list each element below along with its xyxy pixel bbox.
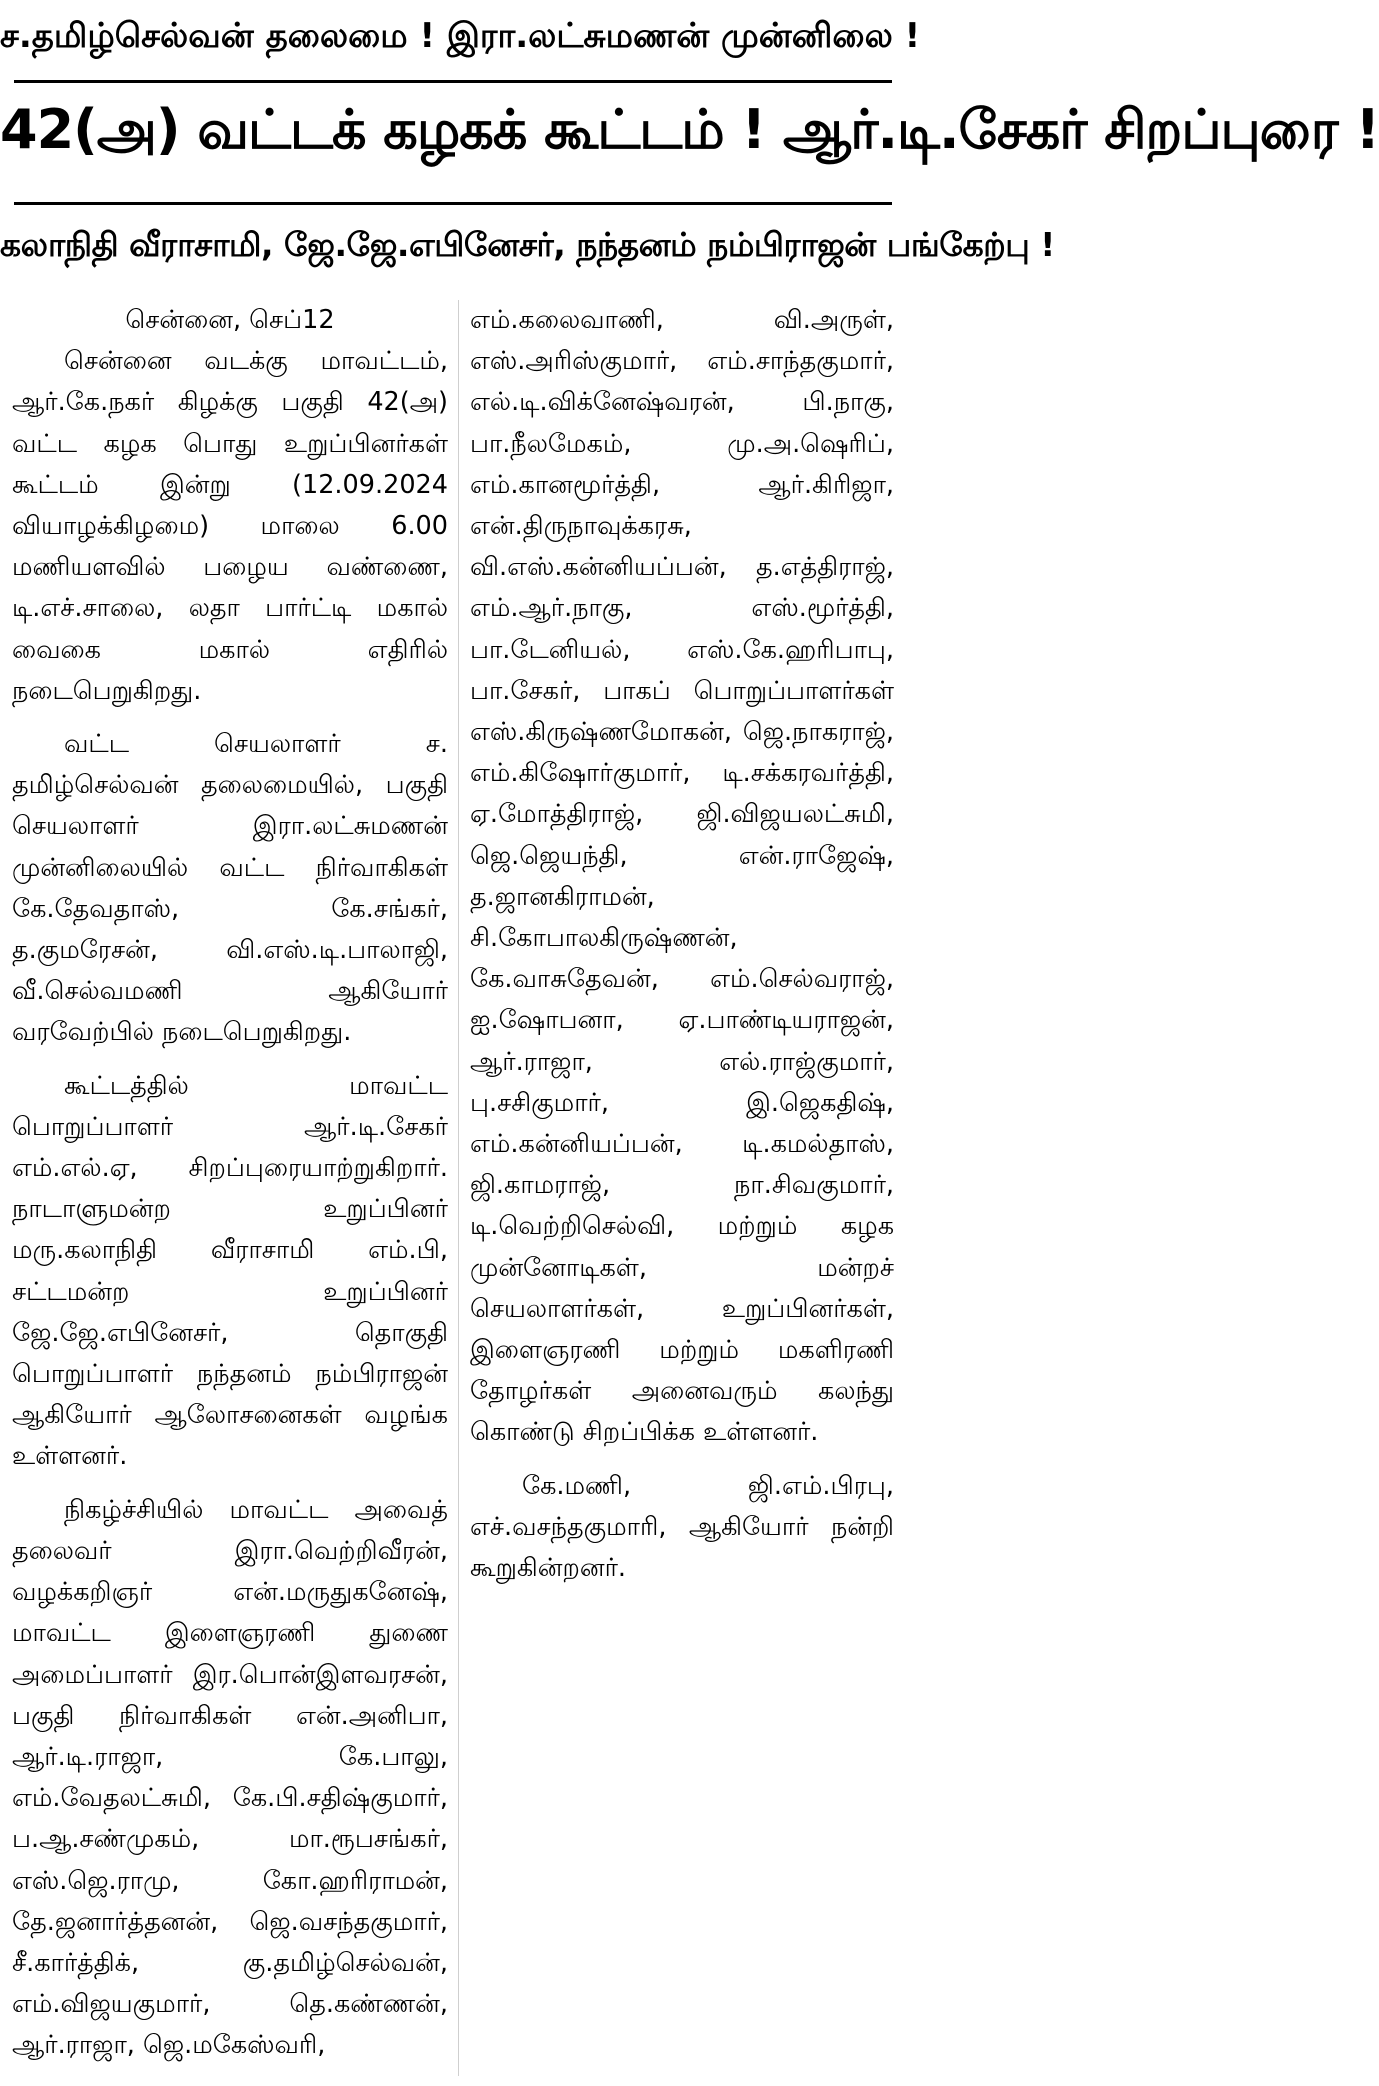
paragraph-participants-continued: எம்.கலைவாணி, வி.அருள், எஸ்.அரிஸ்குமார், எம்.சாந்தகுமார், எல்.டி.விக்னேஷ்வரன், பி.நாகு, பா.நீலமேகம், மு.அ.ஷெரிப், எம்.கானமூர்த்தி, ஆர்.கிரிஜா, என்.திருநாவுக்கரசு, வி.எஸ்.கன்னியப்பன், த.எத்திராஜ், எம்.ஆர்.நாகு, எஸ்.மூர்த்தி, பா.டேனியல், எஸ்.கே.ஹரிபாபு, பா.சேகர், பாகப் பொறுப்பாளர்கள் எஸ்.கிருஷ்ணமோகன், ஜெ.நாகராஜ், எம்.கிஷோர்குமார், டி.சக்கரவர்த்தி, ஏ.மோத்திராஜ், ஜி.விஜயலட்சுமி, ஜெ.ஜெயந்தி, என்.ராஜேஷ், த.ஜானகிராமன், சி.கோபாலகிருஷ்ணன், கே.வாசுதேவன், எம்.செல்வராஜ், ஐ.ஷோபனா, ஏ.பாண்டியராஜன், ஆர்.ராஜா, எல்.ராஜ்குமார், பு.சசிகுமார், இ.ஜெகதிஷ், எம்.கன்னியப்பன், டி.கமல்தாஸ், ஜி.காமராஜ், நா.சிவகுமார், டி.வெற்றிசெல்வி, மற்றும் கழக முன்னோடிகள், மன்றச் செயலாளர்கள், உறுப்பினர்கள், இளைஞரணி மற்றும் மகளிரணி தோழர்கள் அனைவரும் கலந்து கொண்டு சிறப்பிக்க உள்ளனர். [470, 305, 894, 1448]
headline-main: 42(அ) வட்டக் கழகக் கூட்டம் ! ஆர்.டி.சேகர் சிறப்புரை ! [0, 98, 1379, 161]
middle-rule [14, 202, 892, 205]
paragraph-organizers: வட்ட செயலாளர் ச. தமிழ்செல்வன் தலைமையில், பகுதி செயலாளர் இரா.லட்சுமணன் முன்னிலையில் வட்ட நிர்வாகிகள் கே.தேவதாஸ், கே.சங்கர், த.குமரேசன், வி.எஸ்.டி.பாலாஜி, வீ.செல்வமணி ஆகியோர் வரவேற்பில் நடைபெறுகிறது. [12, 729, 448, 1048]
column-divider [458, 300, 459, 2076]
headline-top: ச.தமிழ்செல்வன் தலைமை ! இரா.லட்சுமணன் முன்னிலை ! [0, 16, 921, 56]
headline-sub: கலாநிதி வீராசாமி, ஜே.ஜே.எபினேசர், நந்தனம் நம்பிராஜன் பங்கேற்பு ! [0, 225, 1055, 264]
paragraph-participants [12, 1490, 448, 2067]
article-right-column [470, 300, 894, 1601]
paragraph-speakers: கூட்டத்தில் மாவட்ட பொறுப்பாளர் ஆர்.டி.சேகர் எம்.எல்.ஏ, சிறப்புரையாற்றுகிறார். நாடாளுமன்ற உறுப்பினர் மரு.கலாநிதி வீராசாமி எம்.பி, சட்டமன்ற உறுப்பினர் ஜே.ஜே.எபினேசர், தொகுதி பொறுப்பாளர் நந்தனம் நம்பிராஜன் ஆகியோர் ஆலோசனைகள் வழங்க உள்ளனர். [12, 1070, 448, 1472]
participants-text: நிகழ்ச்சியில் மாவட்ட அவைத் தலைவர் இரா.வெற்றிவீரன், வழக்கறிஞர் என்.மருதுகனேஷ், மாவட்ட இளைஞரணி துணை அமைப்பாளர் இர.பொன்இளவரசன், பகுதி நிர்வாகிகள் என்.அனிபா, ஆர்.டி.ராஜா, கே.பாலு, எம்.வேதலட்சுமி, கே.பி.சதிஷ்குமார், ப.ஆ.சண்முகம், மா.ரூபசங்கர், எஸ்.ஜெ.ராமு, கோ.ஹரிராமன், தே.ஜனார்த்தனன், ஜெ.வசந்தகுமார், சீ.கார்த்திக், கு.தமிழ்செல்வன், எம்.விஜயகுமார், தெ.கண்ணன், ஆர்.ராஜா, ஜெ.மகேஸ்வரி, [12, 1494, 448, 2061]
article-left-column [12, 300, 448, 2067]
dateline: சென்னை, செப்12 [125, 305, 335, 335]
paragraph-meeting-info: சென்னை வடக்கு மாவட்டம், ஆர்.கே.நகர் கிழக்கு பகுதி 42(அ) வட்ட கழக பொது உறுப்பினர்கள் கூட்டம் இன்று (12.09.2024 வியாழக்கிழமை) மாலை 6.00 மணியளவில் பழைய வண்ணை, டி.எச்.சாலை, லதா பார்ட்டி மகால் வைகை மகால் எதிரில் நடைபெறுகிறது. [12, 346, 448, 706]
paragraph-thanks: கே.மணி, ஜி.எம்.பிரபு, எச்.வசந்தகுமாரி, ஆகியோர் நன்றி கூறுகின்றனர். [470, 1470, 894, 1584]
top-rule [14, 80, 892, 83]
